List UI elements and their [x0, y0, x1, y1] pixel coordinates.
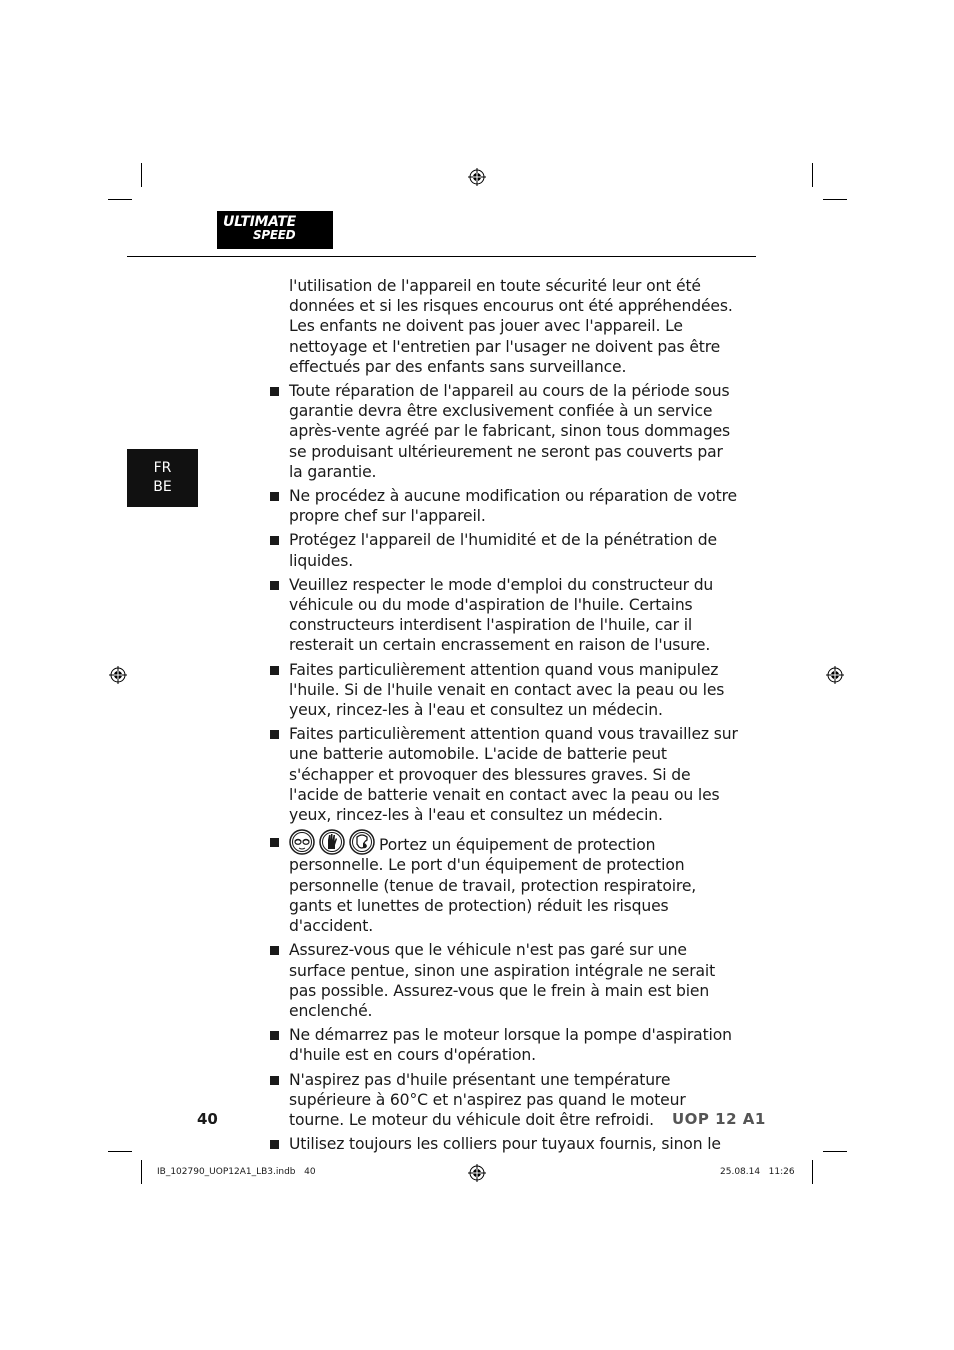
list-item: N'aspirez pas d'huile présentant une température supérieure à 60°C et n'aspirez pas quand le moteur tourne. Le moteur du véhicule doit être refroidi.: [269, 1070, 739, 1131]
registration-mark-icon: [468, 1164, 486, 1182]
crop-mark: [823, 1151, 847, 1152]
bullet-icon: [270, 1140, 279, 1149]
safety-instructions: [269, 276, 739, 1158]
page-number: 40: [197, 1110, 218, 1128]
ppe-icons: [289, 829, 375, 855]
bullet-icon: [270, 838, 279, 847]
list-item: Faites particulièrement attention quand vous manipulez l'huile. Si de l'huile venait en contact avec la peau ou les yeux, rincez-les à l'eau et consultez un médecin.: [269, 660, 739, 721]
bullet-icon: [270, 730, 279, 739]
registration-mark-icon: [109, 666, 127, 684]
crop-mark: [141, 163, 142, 187]
list-item: Assurez-vous que le véhicule n'est pas garé sur une surface pentue, sinon une aspiration intégrale ne serait pas possible. Assurez-vous que le frein à main est bien enclenché.: [269, 940, 739, 1021]
logo-line1: ULTIMATE: [223, 214, 296, 230]
registration-mark-icon: [468, 168, 486, 186]
print-slug-file: IB_102790_UOP12A1_LB3.indb 40: [157, 1167, 316, 1177]
bullet-icon: [270, 1076, 279, 1085]
print-slug-date: 25.08.14 11:26: [720, 1167, 795, 1177]
language-tab: [127, 449, 198, 507]
logo-line2: SPEED: [253, 228, 296, 242]
crop-mark: [108, 1151, 132, 1152]
safety-goggles-icon: [289, 829, 315, 855]
bullet-icon: [270, 1031, 279, 1040]
crop-mark: [812, 163, 813, 187]
bullet-icon: [270, 492, 279, 501]
crop-mark: [812, 1160, 813, 1184]
bullet-icon: [270, 581, 279, 590]
list-item: Ne procédez à aucune modification ou réparation de votre propre chef sur l'appareil.: [269, 486, 739, 526]
list-item-ppe: [269, 829, 739, 936]
header-rule: [127, 256, 756, 257]
crop-mark: [141, 1160, 142, 1184]
brand-logo: [217, 211, 333, 249]
bullet-icon: [270, 536, 279, 545]
bullet-icon: [270, 946, 279, 955]
protective-gloves-icon: [319, 829, 345, 855]
intro-paragraph: l'utilisation de l'appareil en toute sécurité leur ont été données et si les risques encourus ont été appréhendées. Les enfants ne doivent pas jouer avec l'appareil. Le nettoyage et l'entretien par l'usager ne doivent pas être effectués par des enfants sans surveillance.: [289, 277, 733, 376]
crop-mark: [108, 199, 132, 200]
bullet-icon: [270, 387, 279, 396]
brand-logo-text: [223, 216, 296, 242]
list-item: Protégez l'appareil de l'humidité et de la pénétration de liquides.: [269, 530, 739, 570]
list-item: Faites particulièrement attention quand vous travaillez sur une batterie automobile. L'acide de batterie peut s'échapper et provoquer des blessures graves. Si de l'acide de batterie venait en contact avec la peau ou les yeux, rincez-les à l'eau et consultez un médecin.: [269, 724, 739, 825]
list-item: Toute réparation de l'appareil au cours de la période sous garantie devra être exclusivement confiée à un service après-vente agréé par le fabricant, sinon tous dommages se produisant ultérieurement ne seront pas couverts par la garantie.: [269, 381, 739, 482]
respirator-mask-icon: [349, 829, 375, 855]
language-code-be: BE: [153, 479, 172, 495]
language-code-fr: FR: [153, 460, 172, 476]
registration-mark-icon: [826, 666, 844, 684]
list-item: Utilisez toujours les colliers pour tuyaux fournis, sinon le: [269, 1134, 739, 1154]
crop-mark: [823, 199, 847, 200]
list-item: Veuillez respecter le mode d'emploi du constructeur du véhicule ou du mode d'aspiration de l'huile. Certains constructeurs interdisent l'aspiration de l'huile, car il resterait un certain encrassement en raison de l'usure.: [269, 575, 739, 656]
ppe-text: Portez un équipement de protection personnelle. Le port d'un équipement de protection personnelle (tenue de travail, protection respiratoire, gants et lunettes de protection) réduit les risques d'accident.: [289, 836, 697, 936]
bullet-icon: [270, 666, 279, 675]
model-number: UOP 12 A1: [672, 1110, 766, 1128]
list-item: Ne démarrez pas le moteur lorsque la pompe d'aspiration d'huile est en cours d'opération.: [269, 1025, 739, 1065]
